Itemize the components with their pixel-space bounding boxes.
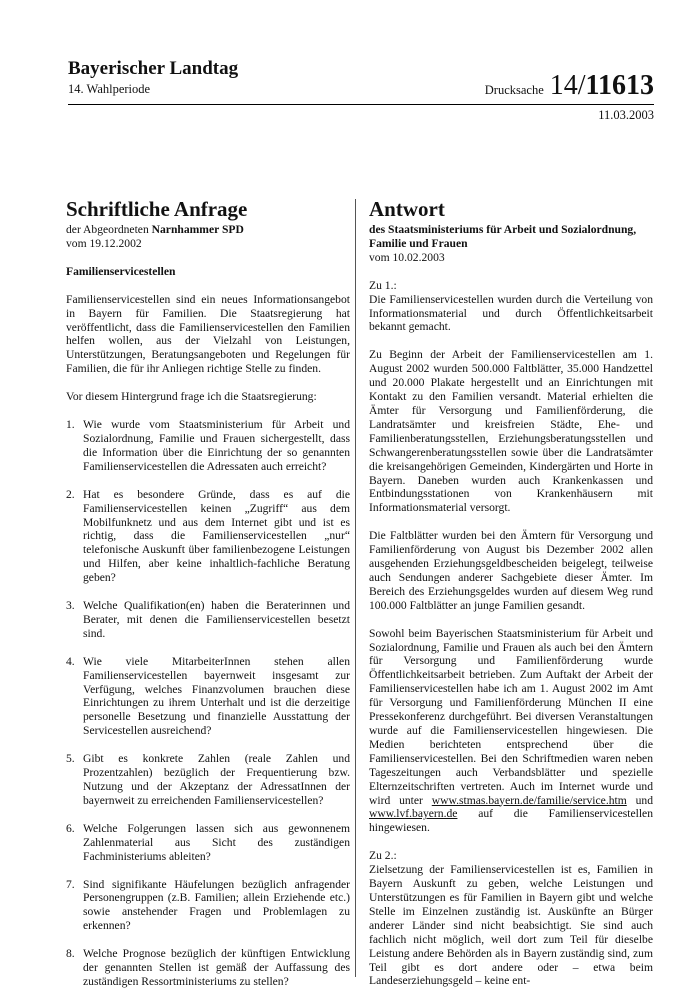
antwort-title: Antwort — [369, 197, 445, 221]
parliament-name: Bayerischer Landtag — [68, 58, 239, 79]
answer-paragraph: Die Faltblätter wurden bei den Ämtern für Versorgung und Familienförderung von August bis Dezember 2002 allen ausgehenden Erziehungsgeldbescheiden beigelegt, teilweise auch Sendungen anderer Sachgebiete dieser Ämter. Im Bereich des Erziehungsgeldes wurden auf diesem Weg rund 100.000 Faltblätter an junge Familien gesandt. — [369, 529, 653, 612]
question-item — [66, 655, 350, 738]
question-item — [66, 947, 350, 989]
answer-label: Zu 2.: — [369, 849, 397, 863]
document-date: 11.03.2003 — [598, 108, 654, 122]
question-text: Sind signifikante Häufelungen bezüglich anfragender Personengruppen (z.B. Familien; allein Erziehende etc.) sowie anstehender Fragen und Problemlagen zu erkennen? — [83, 877, 350, 933]
column-divider — [355, 199, 356, 977]
question-text: Wie wurde vom Staatsministerium für Arbeit und Sozialordnung, Familie und Frauen sichergestellt, dass die Information über die Einrichtung der so genannten Familienservicestellen die Adressaten auch erreicht? — [83, 418, 350, 473]
antwort-ministry: des Staatsministeriums für Arbeit und Sozialordnung, Familie und Frauen — [369, 223, 637, 250]
header-rule — [68, 104, 654, 105]
anfrage-column — [66, 197, 350, 1003]
anfrage-author-prefix: der Abgeordneten — [66, 223, 152, 236]
question-list — [66, 418, 350, 989]
question-item — [66, 488, 350, 585]
question-number: 7. — [66, 877, 75, 891]
answer-paragraph: Die Familienservicestellen wurden durch die Verteilung von Informationsmaterial und durch Öffentlichkeitsarbeit bekannt gemacht. — [369, 292, 653, 334]
question-number: 4. — [66, 654, 75, 668]
question-text: Wie viele MitarbeiterInnen stehen allen Familienservicestellen bayernweit insgesamt zur Verfügung, welches Finanzvolumen brauchen diese Einrichtungen zu ihrem Unterhalt und ist die derzeitige personelle Besetzung und finanzielle Ausstattung der Servicestellen ausreichend? — [83, 654, 350, 738]
answer-text: und — [626, 793, 653, 807]
question-item — [66, 822, 350, 864]
anfrage-author-name: Narnhammer SPD — [151, 223, 244, 236]
drucksache-id — [550, 70, 654, 101]
question-number: 1. — [66, 418, 75, 432]
answer-paragraph: Zu Beginn der Arbeit der Familienservicestellen am 1. August 2002 wurden 500.000 Faltblätter, 35.000 Handzettel und 20.000 Plakate hergestellt und an Einrichtungen mit Kontakt zu den Familien versandt. Material erhielten die Ämter für Versorgung und Familienförderung, die Landratsämter und kreisfreien Städte, Ehe- und Familienberatungsstellen, Erziehungsberatungsstellen und Schwangerenberatungsstellen sowie über die Landratsämter die kreisangehörigen Gemeinden, Kindergärten und Horte in Bayern. Daneben wurden auch Krankenkassen und Entbindungsstationen von Krankenhäusern mit Informationsmaterial versorgt. — [369, 348, 653, 515]
anfrage-topic: Familienservicestellen — [66, 264, 176, 278]
question-number: 8. — [66, 947, 75, 961]
question-item — [66, 418, 350, 474]
answer-2 — [369, 849, 653, 988]
drucksache-label: Drucksache — [484, 83, 544, 97]
anfrage-date: vom 19.12.2002 — [66, 236, 142, 250]
question-text: Welche Prognose bezüglich der künftigen Entwicklung der genannten Stellen ist gemäß der Auffassung des zuständigen Ressortministeriums zu stellen? — [83, 947, 350, 988]
legislative-period: 14. Wahlperiode — [68, 82, 151, 96]
anfrage-intro: Familienservicestellen sind ein neues Informationsangebot in Bayern für Familien. Die Staatsregierung hat veröffentlicht, dass die Familienservicestellen den Familien helfen wollen, aus der Vielzahl von Leistungen, Unterstützungen, Beratungsangeboten und Regelungen für Familien, die für ihr Anliegen richtige Stelle zu finden. — [66, 292, 350, 376]
question-text: Hat es besondere Gründe, dass es auf die Familienservicestellen keinen „Zugriff“ aus dem Mobilfunknetz und aus dem Internet gibt und ist es richtig, dass die Familienservicestellen „nur“ telefonische Auskunft über familienbezogene Leistungen und Hilfen, aber keine inhaltlich-fachliche Beratung geben? — [83, 487, 350, 585]
document-header — [68, 58, 654, 122]
question-number: 6. — [66, 821, 75, 835]
drucksache-prefix: 14/ — [549, 70, 586, 101]
stmas-link[interactable]: www.stmas.bayern.de/familie/service.htm — [431, 793, 627, 807]
question-text: Gibt es konkrete Zahlen (reale Zahlen und Prozentzahlen) bezüglich der Frequentierung bzw. Nutzung und der Akzeptanz der AdressatInnen der bayernweit zu erreichenden Familienservicestellen? — [83, 752, 350, 807]
question-item — [66, 599, 350, 641]
question-text: Welche Folgerungen lassen sich aus gewonnenem Zahlenmaterial aus Sicht des zuständigen Fachministeriums ableiten? — [83, 821, 350, 863]
question-number: 5. — [66, 752, 75, 766]
question-number: 3. — [66, 599, 75, 613]
answer-label: Zu 1.: — [369, 278, 397, 292]
antwort-date: vom 10.02.2003 — [369, 250, 445, 264]
question-item — [66, 752, 350, 808]
antwort-column — [369, 197, 653, 1002]
question-item — [66, 878, 350, 934]
answer-paragraph — [369, 627, 653, 836]
answer-1 — [369, 279, 653, 836]
anfrage-title: Schriftliche Anfrage — [66, 197, 248, 221]
question-number: 2. — [66, 487, 75, 501]
answer-text: Sowohl beim Bayerischen Staatsministerium für Arbeit und Sozialordnung, Familie und Frauen als auch bei den Ämtern für Versorgung und Familienförderung wurde Öffentlichkeitsarbeit betrieben. Zum Auftakt der Arbeit der Familienservicestellen habe ich am 1. August 2002 im Amt für Versorgung und Familienförderung München II eine Pressekonferenz durchgeführt. Bei diversen Veranstaltungen wurde auf die Familienservicestellen hingewiesen. Die Medien berichteten entsprechend über die Familienservicestellen. Bei den Schriftmedien waren neben Tageszeitungen auch Verbandsblätter und spezielle Elternzeitschriften vertreten. Auch im Internet wurde und wird unter — [369, 626, 653, 807]
answer-paragraph: Zielsetzung der Familienservicestellen ist es, Familien in Bayern Auskunft zu geben, welche Leistungen und Unterstützungen es für Familien in Bayern gibt und welche Stelle im Einzelnen zuständig ist. Auskünfte an Bürger anderer Länder sind nicht beabsichtigt. Sie sind auch fachlich nicht möglich, weil dort zum Teil für dieselbe Leistung andere Behörden als in Bayern zuständig sind, zum Teil gibt es dort andere oder – etwa beim Landeserziehungsgeld – keine ent- — [369, 863, 653, 988]
answer-text: auf die Familienservicestellen hingewiesen. — [369, 807, 653, 835]
lvf-link[interactable]: www.lvf.bayern.de — [369, 807, 458, 821]
anfrage-author — [66, 223, 350, 237]
drucksache-serial: 11613 — [585, 70, 654, 101]
anfrage-lead: Vor diesem Hintergrund frage ich die Staatsregierung: — [66, 390, 317, 404]
drucksache-number — [485, 72, 654, 100]
question-text: Welche Qualifikation(en) haben die Beraterinnen und Berater, mit denen die Familienservicestellen besetzt sind. — [83, 599, 350, 640]
